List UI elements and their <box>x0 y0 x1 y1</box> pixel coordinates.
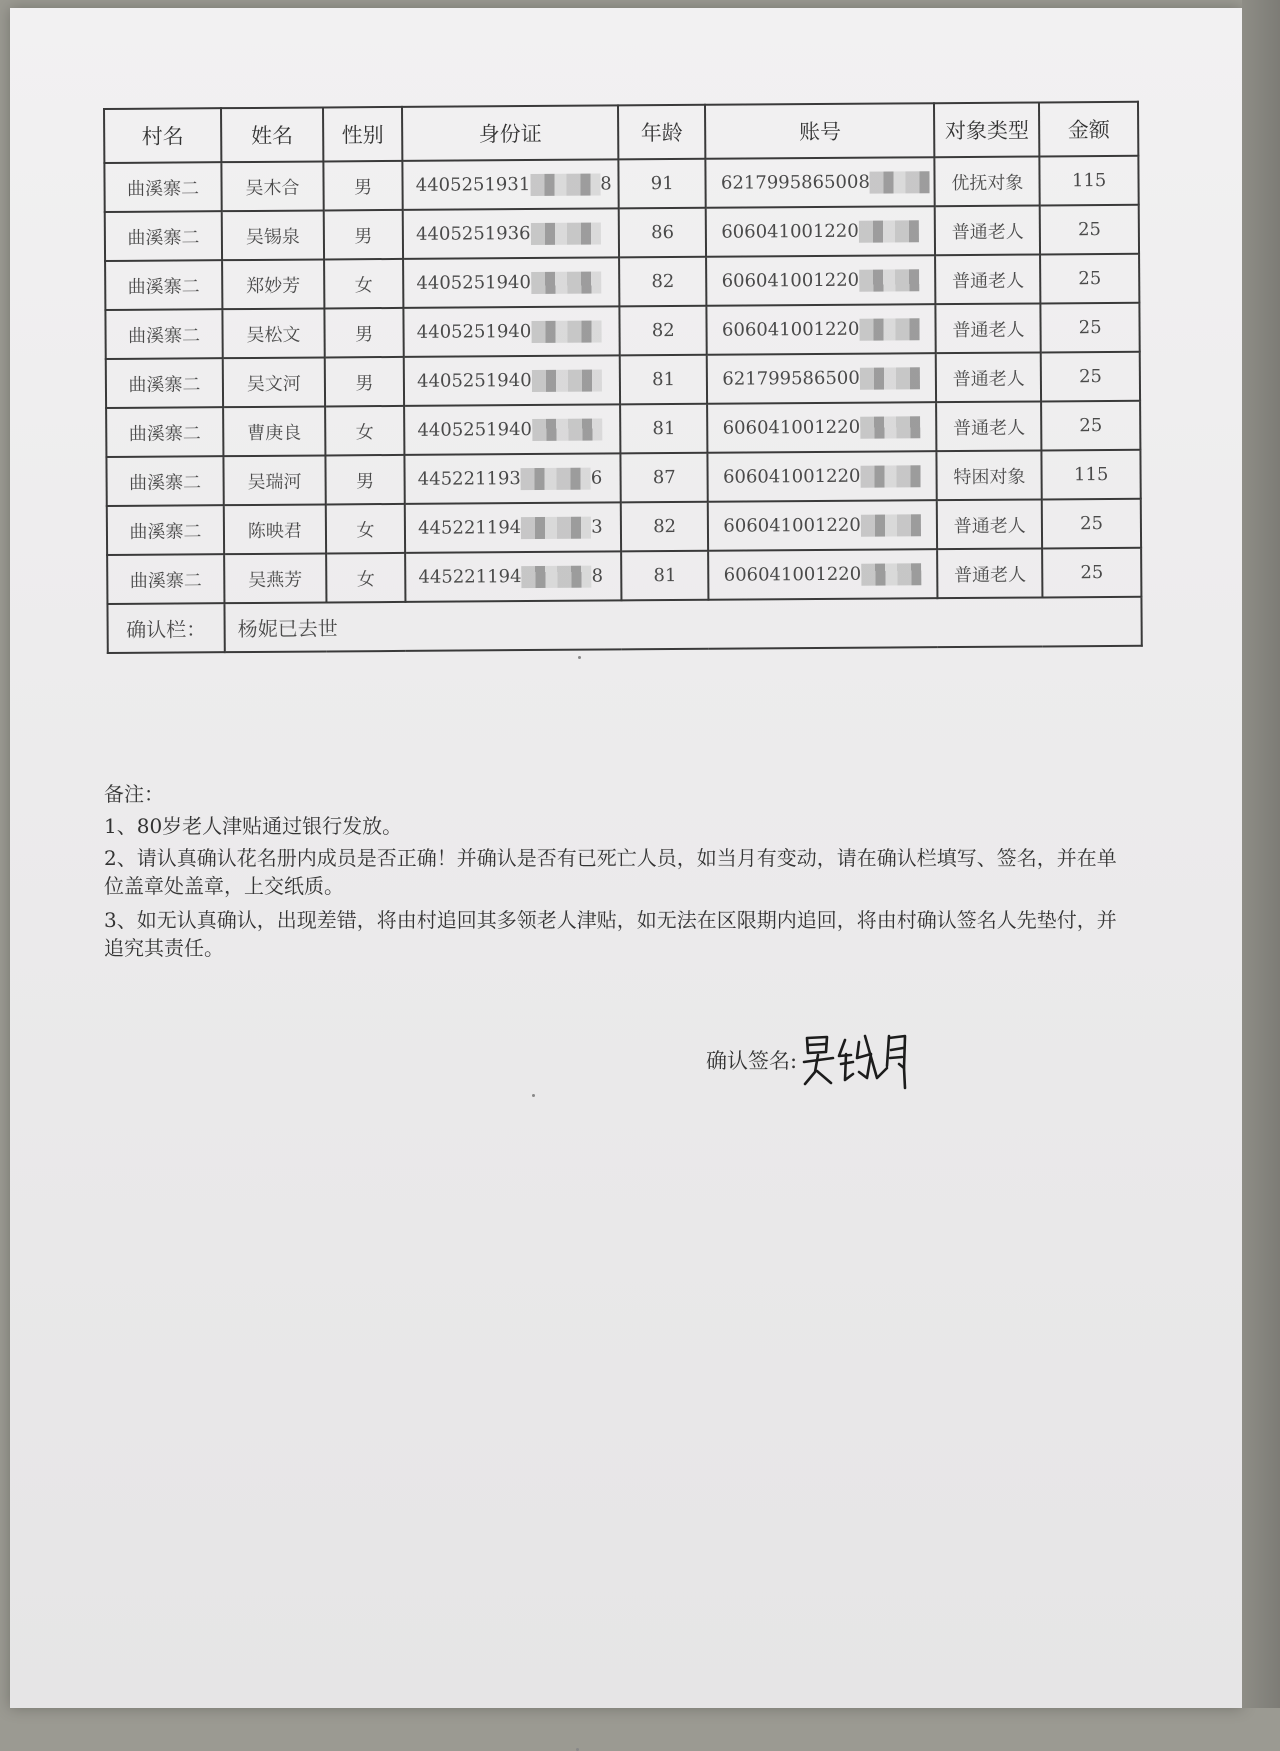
age-cell: 81 <box>620 355 708 405</box>
village-cell: 曲溪寨二 <box>106 358 223 408</box>
account-cell <box>706 206 935 257</box>
roster-table <box>103 101 1143 654</box>
type-cell: 普通老人 <box>935 254 1040 304</box>
name-cell: 郑妙芳 <box>222 259 324 309</box>
amount-cell: 25 <box>1041 401 1140 451</box>
redaction-mosaic <box>860 367 920 389</box>
type-cell: 普通老人 <box>936 352 1041 402</box>
redaction-mosaic <box>531 222 601 244</box>
type-cell: 优抚对象 <box>935 156 1040 206</box>
id-card-cell <box>404 355 620 406</box>
signature-label: 确认签名: <box>706 1045 797 1075</box>
account-cell <box>706 255 935 306</box>
redaction-mosaic <box>521 565 591 587</box>
id-number-tail: 3 <box>591 516 603 537</box>
village-cell: 曲溪寨二 <box>105 309 222 359</box>
name-cell: 吴松文 <box>222 308 324 358</box>
header-account: 账号 <box>705 103 934 159</box>
note-item-3: 3、如无认真确认，出现差错，将由村追回其多领老人津贴，如无法在区限期内追回，将由村确认签名人先垫付，并追究其责任。 <box>104 906 1134 962</box>
id-number-tail: 8 <box>591 565 603 586</box>
redaction-mosaic <box>859 318 919 340</box>
id-number-tail: 8 <box>600 173 612 194</box>
amount-cell: 25 <box>1040 205 1139 255</box>
village-cell: 曲溪寨二 <box>106 407 223 457</box>
age-cell: 82 <box>619 306 707 356</box>
age-cell: 86 <box>619 208 707 258</box>
name-cell: 吴文河 <box>223 357 325 407</box>
account-cell <box>706 157 935 208</box>
id-card-cell <box>403 208 619 259</box>
table-row <box>106 352 1140 408</box>
table-row <box>104 156 1138 212</box>
table-row <box>106 450 1140 506</box>
amount-cell: 25 <box>1040 254 1139 304</box>
id-number-prefix: 4405251931 <box>416 174 531 196</box>
id-number-prefix: 4405251940 <box>416 272 531 294</box>
village-cell: 曲溪寨二 <box>105 260 222 310</box>
redaction-mosaic <box>531 271 601 293</box>
id-number-prefix: 445221194 <box>418 517 521 539</box>
village-cell: 曲溪寨二 <box>104 162 221 212</box>
type-cell: 普通老人 <box>936 401 1041 451</box>
redaction-mosaic <box>531 320 601 342</box>
redaction-mosaic <box>859 220 919 242</box>
amount-cell: 25 <box>1041 352 1140 402</box>
gender-cell: 女 <box>324 259 404 309</box>
confirm-content: 杨妮已去世 <box>224 597 1141 652</box>
amount-cell: 25 <box>1042 499 1141 549</box>
id-number-prefix: 4405251936 <box>416 223 531 245</box>
amount-cell: 25 <box>1041 303 1140 353</box>
redaction-mosaic <box>861 514 921 536</box>
redaction-mosaic <box>860 465 920 487</box>
table-row <box>106 401 1140 457</box>
table-row <box>107 548 1141 604</box>
header-village: 村名 <box>104 108 221 163</box>
redaction-mosaic <box>859 269 919 291</box>
account-cell <box>707 304 936 355</box>
account-cell <box>708 500 937 551</box>
id-card-cell <box>405 453 621 504</box>
header-id-card: 身份证 <box>402 105 618 161</box>
village-cell: 曲溪寨二 <box>105 211 222 261</box>
account-number-prefix: 606041001220 <box>723 514 861 536</box>
redaction-mosaic <box>521 516 591 538</box>
account-number-prefix: 606041001220 <box>722 269 860 291</box>
redaction-mosaic <box>860 416 920 438</box>
id-number-prefix: 445221194 <box>418 566 521 588</box>
background-shadow <box>1242 0 1280 1708</box>
village-cell: 曲溪寨二 <box>107 505 224 555</box>
id-number-prefix: 4405251940 <box>417 321 532 343</box>
age-cell: 82 <box>619 257 707 307</box>
name-cell: 吴瑞河 <box>223 455 325 505</box>
gender-cell: 女 <box>325 406 405 456</box>
redaction-mosaic <box>532 369 602 391</box>
account-number-prefix: 606041001220 <box>721 220 859 242</box>
confirm-label: 确认栏： <box>107 603 224 653</box>
id-card-cell <box>404 306 620 357</box>
header-gender: 性别 <box>323 107 403 162</box>
name-cell: 吴锡泉 <box>222 210 324 260</box>
table-header-row <box>104 102 1138 163</box>
gender-cell: 男 <box>323 161 403 211</box>
age-cell: 81 <box>620 404 708 454</box>
type-cell: 普通老人 <box>937 499 1042 549</box>
id-number-prefix: 445221193 <box>418 468 521 490</box>
id-number-tail: 6 <box>591 467 603 488</box>
age-cell: 81 <box>621 551 709 601</box>
notes-title: 备注： <box>104 780 1134 808</box>
redaction-mosaic <box>532 418 602 440</box>
account-number-prefix: 606041001220 <box>723 416 861 438</box>
village-cell: 曲溪寨二 <box>107 554 224 604</box>
account-cell <box>709 549 938 600</box>
id-card-cell <box>404 404 620 455</box>
name-cell: 陈映君 <box>224 504 326 554</box>
header-name: 姓名 <box>221 107 323 162</box>
gender-cell: 女 <box>326 504 406 554</box>
amount-cell: 25 <box>1042 548 1141 598</box>
name-cell: 曹庚良 <box>223 406 325 456</box>
account-number-prefix: 6217995865008 <box>721 171 870 193</box>
name-cell: 吴燕芳 <box>224 553 326 603</box>
header-age: 年龄 <box>618 105 706 160</box>
age-cell: 91 <box>618 159 706 209</box>
table-row <box>105 205 1139 261</box>
amount-cell: 115 <box>1042 450 1141 500</box>
confirm-row <box>107 597 1141 653</box>
redaction-mosaic <box>870 171 930 193</box>
gender-cell: 男 <box>324 210 404 260</box>
account-number-prefix: 606041001220 <box>723 465 861 487</box>
village-cell: 曲溪寨二 <box>106 456 223 506</box>
table-row <box>105 254 1139 310</box>
redaction-mosaic <box>521 467 591 489</box>
name-cell: 吴木合 <box>221 161 323 211</box>
type-cell: 特困对象 <box>937 450 1042 500</box>
type-cell: 普通老人 <box>935 205 1040 255</box>
note-item-1: 1、80岁老人津贴通过银行发放。 <box>104 812 1134 840</box>
account-cell <box>708 451 937 502</box>
age-cell: 87 <box>620 453 708 503</box>
id-card-cell <box>405 551 621 602</box>
account-cell <box>707 353 936 404</box>
type-cell: 普通老人 <box>938 548 1043 598</box>
gender-cell: 男 <box>324 308 404 358</box>
amount-cell: 115 <box>1040 156 1139 206</box>
type-cell: 普通老人 <box>936 303 1041 353</box>
account-number-prefix: 606041001220 <box>724 563 862 585</box>
note-item-2: 2、请认真确认花名册内成员是否正确！并确认是否有已死亡人员，如当月有变动，请在确认栏填写、签名，并在单位盖章处盖章，上交纸质。 <box>104 844 1134 900</box>
table-row <box>105 303 1139 359</box>
redaction-mosaic <box>861 563 921 585</box>
handwritten-signature <box>801 1028 913 1092</box>
id-card-cell <box>403 257 619 308</box>
id-card-cell <box>405 502 621 553</box>
gender-cell: 男 <box>325 357 405 407</box>
table-row <box>107 499 1141 555</box>
redaction-mosaic <box>530 173 600 195</box>
header-type: 对象类型 <box>934 102 1039 157</box>
id-number-prefix: 4405251940 <box>417 370 532 392</box>
notes-section <box>104 780 1134 966</box>
signature-block <box>706 1028 913 1092</box>
account-cell <box>708 402 937 453</box>
gender-cell: 女 <box>326 553 406 603</box>
gender-cell: 男 <box>325 455 405 505</box>
header-amount: 金额 <box>1039 102 1138 157</box>
account-number-prefix: 621799586500 <box>722 367 860 389</box>
id-card-cell <box>403 159 619 210</box>
age-cell: 82 <box>621 502 709 552</box>
account-number-prefix: 606041001220 <box>722 318 860 340</box>
id-number-prefix: 4405251940 <box>417 419 532 441</box>
